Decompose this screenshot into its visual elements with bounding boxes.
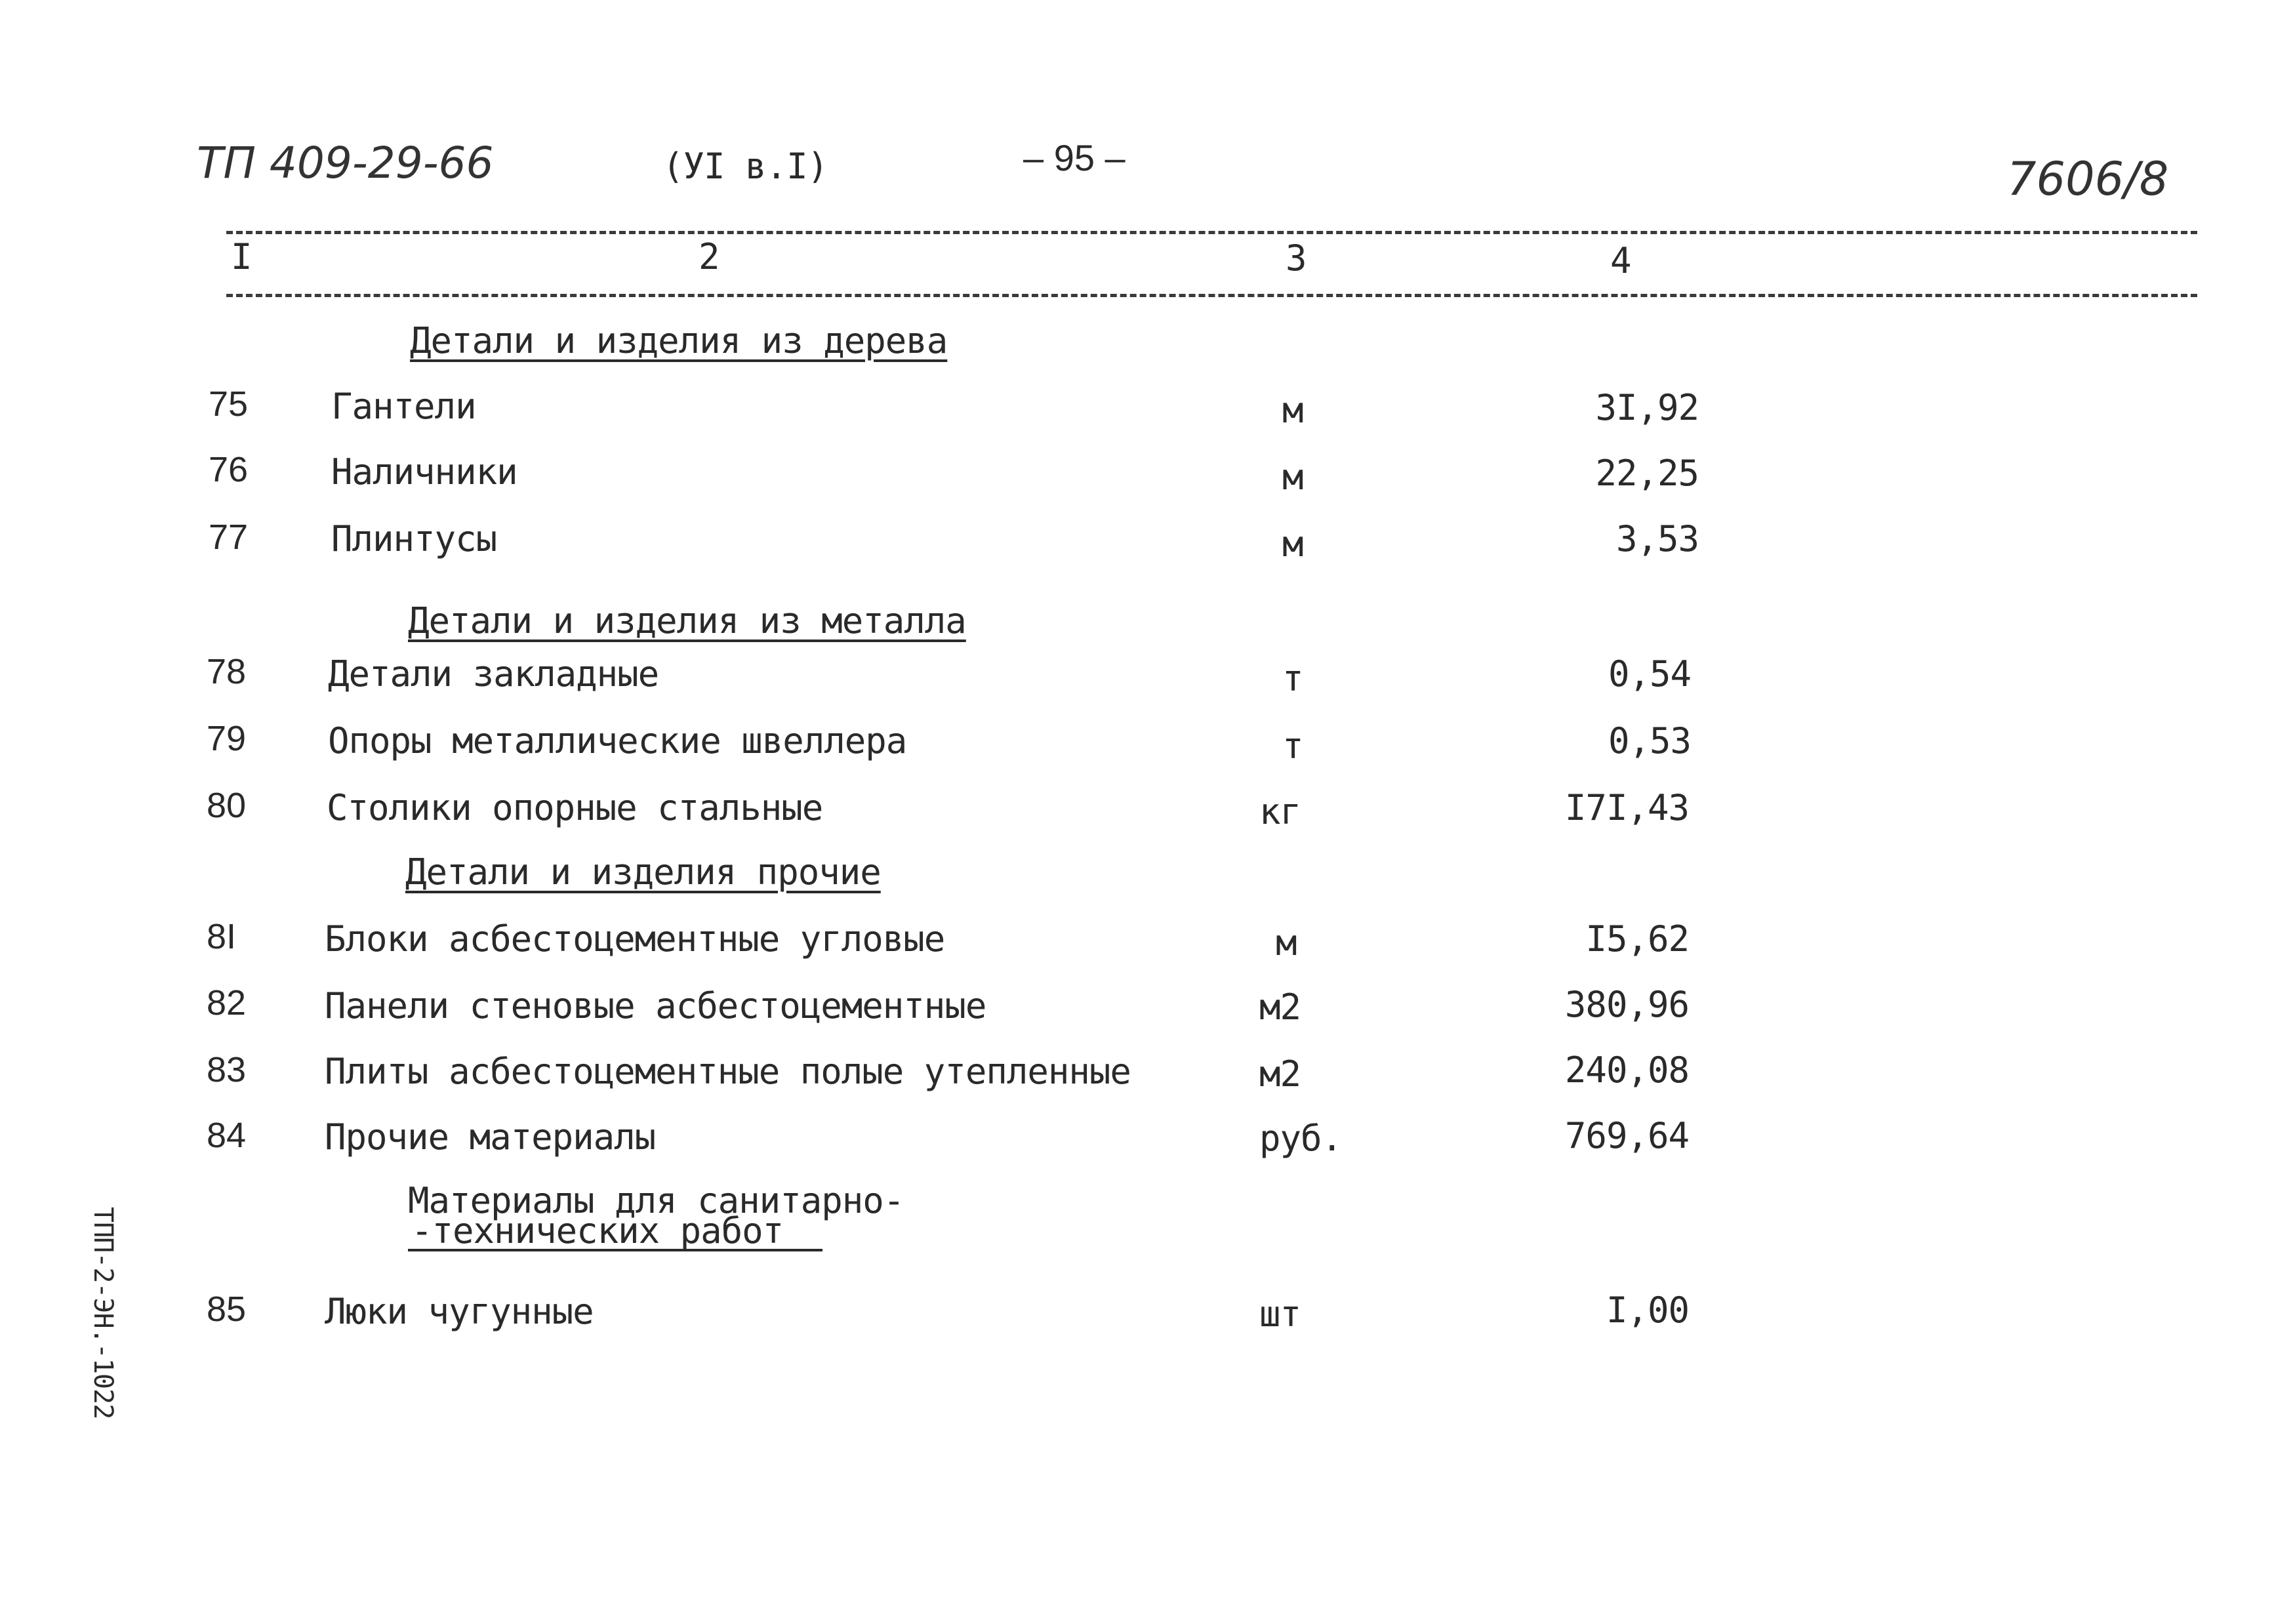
row-value: 22,25 xyxy=(1595,453,1699,494)
row-number: 84 xyxy=(207,1116,247,1155)
row-value: I5,62 xyxy=(1585,918,1689,960)
row-name: Столики опорные стальные xyxy=(327,787,823,828)
row-unit: т xyxy=(1282,658,1303,699)
page-number: – 95 – xyxy=(1023,137,1126,178)
row-name: Плинтусы xyxy=(331,518,497,559)
row-unit: т xyxy=(1282,725,1303,767)
row-number: 8I xyxy=(207,917,237,956)
volume-label: (УI в.I) xyxy=(662,146,828,187)
row-name: Люки чугунные xyxy=(325,1291,594,1332)
row-number: 83 xyxy=(207,1050,247,1089)
row-value: 0,54 xyxy=(1608,653,1691,695)
row-name: Блоки асбестоцементные угловые xyxy=(325,918,945,960)
row-unit: руб. xyxy=(1259,1118,1343,1159)
row-unit: м2 xyxy=(1259,1053,1301,1095)
column-header-1: I xyxy=(231,236,252,277)
section-title-metal: Детали и изделия из металла xyxy=(408,600,966,641)
column-header-4: 4 xyxy=(1610,240,1631,281)
row-value: 380,96 xyxy=(1564,984,1689,1025)
column-header-2: 2 xyxy=(699,236,720,277)
row-unit: м2 xyxy=(1259,986,1301,1028)
section-title-line: Материалы для санитарно- xyxy=(408,1180,904,1221)
row-value: 0,53 xyxy=(1608,720,1691,761)
row-name: Прочие материалы xyxy=(325,1116,656,1158)
column-header-3: 3 xyxy=(1286,237,1307,279)
row-value: I7I,43 xyxy=(1564,787,1689,828)
header-bottom-rule xyxy=(226,294,2197,297)
document-code: ТП 409-29-66 xyxy=(197,138,494,188)
row-name: Панели стеновые асбестоцементные xyxy=(325,985,986,1026)
section-title-other: Детали и изделия прочие xyxy=(405,851,881,893)
row-unit: кг xyxy=(1259,791,1301,832)
row-number: 85 xyxy=(207,1289,247,1329)
row-number: 80 xyxy=(207,786,247,825)
row-number: 75 xyxy=(209,384,249,424)
sheet-code: 7606/8 xyxy=(2007,152,2169,206)
row-unit: м xyxy=(1282,523,1303,565)
row-unit: м xyxy=(1282,457,1303,498)
row-value: 240,08 xyxy=(1564,1049,1689,1091)
row-value: 3I,92 xyxy=(1595,387,1699,428)
side-stamp: ТПП-2-ЭН.-1022 xyxy=(88,1207,118,1419)
row-number: 77 xyxy=(209,518,249,557)
row-number: 82 xyxy=(207,983,247,1023)
row-name: Детали закладные xyxy=(328,653,659,695)
row-name: Плиты асбестоцементные полые утепленные xyxy=(325,1051,1131,1092)
row-name: Опоры металлические швеллера xyxy=(328,720,907,761)
row-unit: м xyxy=(1282,390,1303,431)
row-number: 79 xyxy=(207,719,247,758)
row-value: I,00 xyxy=(1606,1289,1689,1331)
section-title-line: -технических работ xyxy=(408,1216,822,1251)
row-unit: м xyxy=(1276,922,1297,964)
section-title-sanitary xyxy=(408,1180,904,1251)
header-top-rule xyxy=(226,231,2197,234)
row-number: 78 xyxy=(207,652,247,691)
row-unit: шт xyxy=(1259,1293,1301,1335)
row-value: 769,64 xyxy=(1564,1115,1689,1156)
row-name: Наличники xyxy=(331,451,517,493)
section-title-wood: Детали и изделия из дерева xyxy=(410,320,948,361)
row-value: 3,53 xyxy=(1615,518,1699,559)
row-name: Гантели xyxy=(331,386,476,427)
row-number: 76 xyxy=(209,450,249,489)
